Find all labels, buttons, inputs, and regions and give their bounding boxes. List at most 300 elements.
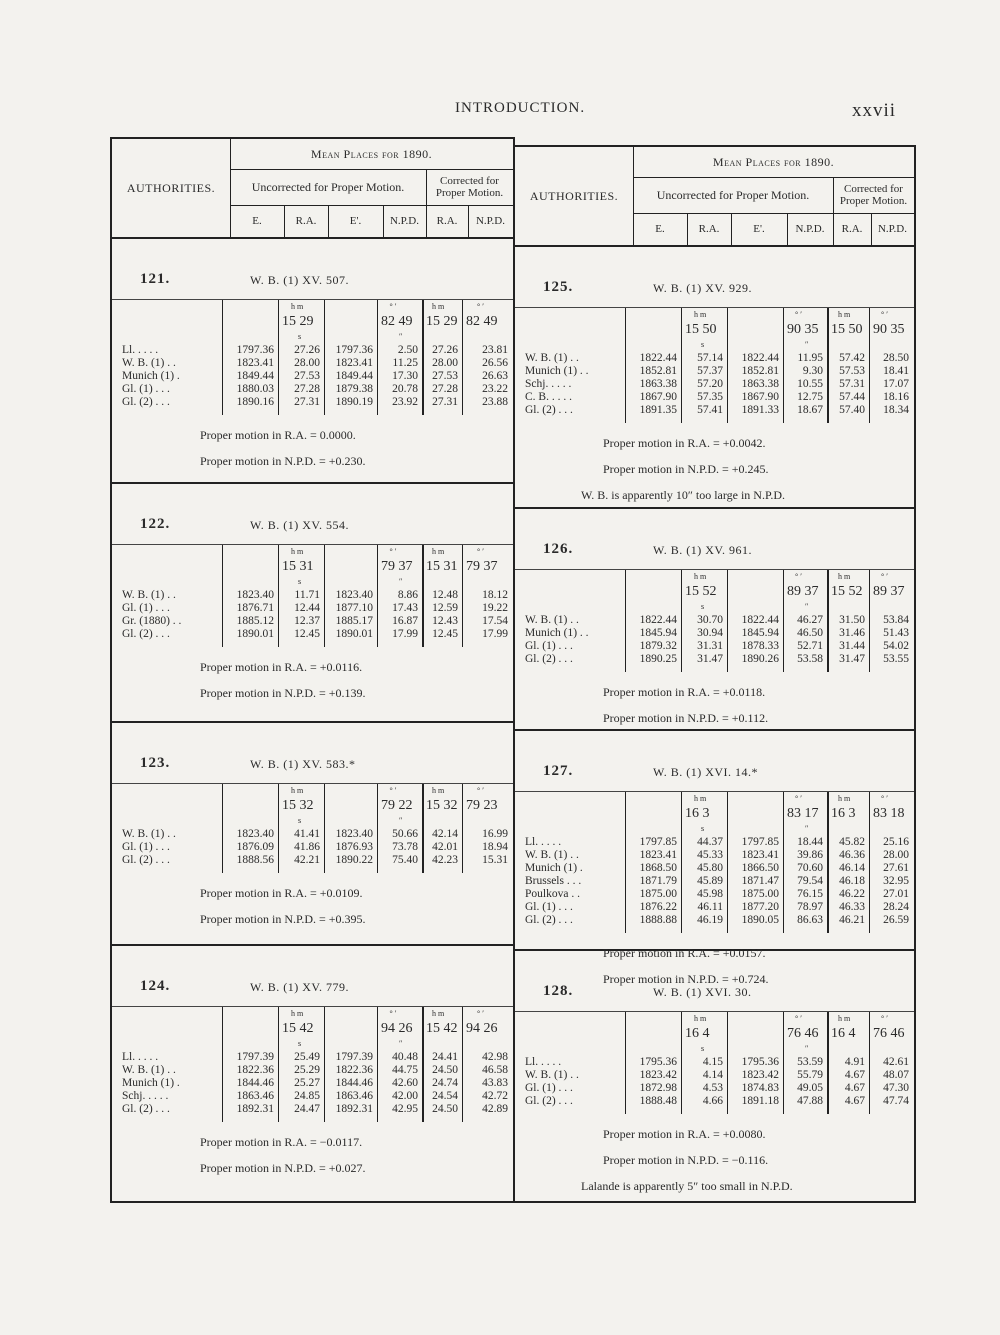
ra-seconds-value: 57.41 <box>697 404 723 416</box>
authority-names <box>122 589 181 641</box>
epoch-ra-column <box>222 344 274 409</box>
npd-dm-base: 89 37 <box>787 584 819 599</box>
ra-hm-base: 15 50 <box>685 322 717 337</box>
ra-seconds-value: 45.80 <box>697 862 723 874</box>
epoch-ra-column <box>222 589 274 641</box>
ra-seconds-value: 27.28 <box>294 383 320 395</box>
authority-name: Gl. (2) . . . <box>525 1095 573 1107</box>
mean-places-header: Mean Places for 1890. <box>633 147 914 178</box>
epoch-npd-value: 1890.01 <box>335 628 373 640</box>
ra-hm-units: h m <box>291 1009 304 1018</box>
ra-seconds-value: 25.29 <box>294 1064 320 1076</box>
ra-hm-units: h m <box>694 1014 707 1023</box>
ra-seconds-value: 41.86 <box>294 841 320 853</box>
epoch-ra-value: 1852.81 <box>639 365 677 377</box>
epoch-ra-value: 1891.35 <box>639 404 677 416</box>
npd-seconds-column <box>377 344 418 409</box>
corrected-npd-value: 32.95 <box>883 875 909 887</box>
seconds-unit: s <box>298 816 302 825</box>
npd-seconds-column <box>377 589 418 641</box>
ra-seconds-value: 28.00 <box>294 357 320 369</box>
cnpd-dm-base: 94 26 <box>466 1021 498 1036</box>
ra-seconds-value: 57.37 <box>697 365 723 377</box>
epoch-npd-value: 1845.94 <box>741 627 779 639</box>
epoch-ra-value: 1890.25 <box>639 653 677 665</box>
cra-hm-base: 15 42 <box>426 1021 458 1036</box>
ra-seconds-value: 24.85 <box>294 1090 320 1102</box>
corrected-npd-value: 28.24 <box>883 901 909 913</box>
corrected-ra-value: 46.21 <box>839 914 865 926</box>
authorities-header: AUTHORITIES. <box>112 139 231 237</box>
star-block <box>112 944 513 1205</box>
corrected-ra-column <box>422 589 458 641</box>
npd-seconds-value: 79.54 <box>797 875 823 887</box>
authority-name: Munich (1) . <box>122 370 180 382</box>
corrected-npd-value: 17.07 <box>883 378 909 390</box>
npd-dm-units: ° ′ <box>795 310 802 319</box>
block-note: Lalande is apparently 5″ too small in N.P.D. <box>581 1179 793 1193</box>
star-designation: W. B. (1) XV. 583.* <box>250 757 356 771</box>
corrected-ra-value: 31.50 <box>839 614 865 626</box>
cnpd-dm-base: 83 18 <box>873 806 905 821</box>
authority-name: Gl. (2) . . . <box>525 914 573 926</box>
star-number: 127. <box>543 763 574 779</box>
corrected-npd-value: 42.98 <box>482 1051 508 1063</box>
npd-seconds-value: 18.44 <box>797 836 823 848</box>
corrected-ra-value: 12.43 <box>432 615 458 627</box>
sub-header-cnpd: N.P.D. <box>475 215 506 227</box>
epoch-npd-column <box>324 589 373 641</box>
cra-hm-units: h m <box>838 1014 851 1023</box>
npd-dm-base: 76 46 <box>787 1026 819 1041</box>
cra-hm-units: h m <box>432 1009 445 1018</box>
epoch-npd-value: 1797.36 <box>335 344 373 356</box>
block-note: W. B. is apparently 10″ too large in N.P.D. <box>581 488 785 502</box>
epoch-ra-value: 1890.16 <box>236 396 274 408</box>
corrected-ra-value: 4.67 <box>844 1082 865 1094</box>
authority-name: W. B. (1) . . <box>122 1064 176 1076</box>
cnpd-dm-base: 79 37 <box>466 559 498 574</box>
ra-hm-base: 15 42 <box>282 1021 314 1036</box>
ra-hm-base: 15 31 <box>282 559 314 574</box>
corrected-npd-value: 26.63 <box>482 370 508 382</box>
seconds-unit: s <box>298 1039 302 1048</box>
sub-header-cnpd: N.P.D. <box>877 223 908 235</box>
epoch-ra-value: 1888.48 <box>639 1095 677 1107</box>
epoch-npd-value: 1822.44 <box>741 614 779 626</box>
ra-hm-units: h m <box>291 302 304 311</box>
npd-seconds-value: 42.95 <box>392 1103 418 1115</box>
ra-seconds-column <box>681 614 723 666</box>
corrected-npd-value: 47.30 <box>883 1082 909 1094</box>
npd-seconds-value: 2.50 <box>397 344 418 356</box>
cra-hm-units: h m <box>432 547 445 556</box>
sub-header-cra: R.A. <box>833 213 872 245</box>
data-grid <box>112 783 513 873</box>
corrected-npd-value: 18.16 <box>883 391 909 403</box>
epoch-npd-value: 1797.85 <box>741 836 779 848</box>
star-block <box>112 721 513 946</box>
corrected-npd-value: 46.58 <box>482 1064 508 1076</box>
epoch-ra-value: 1823.41 <box>236 357 274 369</box>
corrected-npd-column <box>869 614 909 666</box>
ra-seconds-value: 41.41 <box>294 828 320 840</box>
star-block <box>112 482 513 723</box>
epoch-ra-value: 1872.98 <box>639 1082 677 1094</box>
cra-hm-units: h m <box>838 794 851 803</box>
corrected-npd-value: 43.83 <box>482 1077 508 1089</box>
proper-motion-npd: Proper motion in N.P.D. = +0.724. <box>603 972 769 986</box>
star-designation: W. B. (1) XVI. 30. <box>653 985 752 999</box>
authority-names <box>122 1051 180 1116</box>
ra-seconds-value: 42.21 <box>294 854 320 866</box>
npd-seconds-column <box>377 828 418 867</box>
npd-seconds-column <box>783 614 823 666</box>
ra-seconds-value: 31.47 <box>697 653 723 665</box>
star-block <box>112 237 513 484</box>
epoch-npd-value: 1878.33 <box>741 640 779 652</box>
epoch-ra-value: 1888.88 <box>639 914 677 926</box>
ra-seconds-value: 24.47 <box>294 1103 320 1115</box>
data-grid <box>515 1011 914 1114</box>
epoch-npd-value: 1823.40 <box>335 828 373 840</box>
epoch-npd-value: 1877.10 <box>335 602 373 614</box>
authority-name: Gl. (2) . . . <box>525 404 573 416</box>
ra-seconds-column <box>681 1056 723 1108</box>
proper-motion-npd: Proper motion in N.P.D. = +0.395. <box>200 912 366 926</box>
authority-name: C. B. . . . . <box>525 391 572 403</box>
corrected-ra-value: 46.22 <box>839 888 865 900</box>
npd-dm-base: 79 37 <box>381 559 413 574</box>
npd-seconds-value: 23.92 <box>392 396 418 408</box>
proper-motion-ra: Proper motion in R.A. = +0.0109. <box>200 886 363 900</box>
seconds-unit: s <box>701 340 705 349</box>
corrected-npd-column <box>462 828 508 867</box>
epoch-ra-value: 1822.44 <box>639 352 677 364</box>
epoch-ra-value: 1823.42 <box>639 1069 677 1081</box>
epoch-ra-value: 1885.12 <box>236 615 274 627</box>
cra-hm-base: 15 29 <box>426 314 458 329</box>
epoch-ra-value: 1795.36 <box>639 1056 677 1068</box>
corrected-ra-column <box>827 352 865 417</box>
cra-hm-base: 15 32 <box>426 798 458 813</box>
npd-dm-units: ° ′ <box>389 302 397 311</box>
corrected-ra-value: 28.00 <box>432 357 458 369</box>
epoch-npd-value: 1844.46 <box>335 1077 373 1089</box>
proper-motion-ra: Proper motion in R.A. = +0.0080. <box>603 1127 766 1141</box>
authority-name: W. B. (1) . . <box>525 849 579 861</box>
corrected-npd-column <box>462 589 508 641</box>
proper-motion-npd: Proper motion in N.P.D. = +0.139. <box>200 686 366 700</box>
epoch-ra-value: 1823.40 <box>236 828 274 840</box>
proper-motion-npd: Proper motion in N.P.D. = +0.245. <box>603 462 769 476</box>
seconds-unit: s <box>298 332 302 341</box>
authority-name: Ll. . . . . <box>122 1051 159 1063</box>
epoch-ra-value: 1875.00 <box>639 888 677 900</box>
star-block <box>515 729 914 986</box>
ra-seconds-value: 4.53 <box>702 1082 723 1094</box>
epoch-npd-value: 1823.41 <box>335 357 373 369</box>
npd-seconds-value: 46.27 <box>797 614 823 626</box>
ra-seconds-column <box>278 828 320 867</box>
epoch-ra-value: 1867.90 <box>639 391 677 403</box>
cra-hm-base: 15 50 <box>831 322 863 337</box>
arcsec-unit: ″ <box>805 602 809 611</box>
left-table <box>110 137 515 1203</box>
epoch-npd-value: 1866.50 <box>741 862 779 874</box>
authority-name: Ll. . . . . <box>122 344 159 356</box>
arcsec-unit: ″ <box>399 816 403 825</box>
seconds-unit: s <box>701 824 705 833</box>
corrected-ra-value: 46.33 <box>839 901 865 913</box>
corrected-ra-value: 12.59 <box>432 602 458 614</box>
proper-motion-ra: Proper motion in R.A. = +0.0157. <box>603 946 766 960</box>
npd-seconds-value: 70.60 <box>797 862 823 874</box>
epoch-npd-column <box>324 828 373 867</box>
corrected-ra-value: 31.46 <box>839 627 865 639</box>
arcsec-unit: ″ <box>399 1039 403 1048</box>
proper-motion-npd: Proper motion in N.P.D. = +0.230. <box>200 454 366 468</box>
ra-hm-base: 16 4 <box>685 1026 710 1041</box>
ra-seconds-value: 57.35 <box>697 391 723 403</box>
ra-seconds-value: 27.31 <box>294 396 320 408</box>
epoch-ra-value: 1868.50 <box>639 862 677 874</box>
corrected-ra-column <box>422 1051 458 1116</box>
authority-name: Gl. (2) . . . <box>122 628 170 640</box>
corrected-npd-value: 15.31 <box>482 854 508 866</box>
authority-name: W. B. (1) . . <box>525 1069 579 1081</box>
npd-seconds-value: 49.05 <box>797 1082 823 1094</box>
corrected-ra-value: 42.23 <box>432 854 458 866</box>
ra-seconds-value: 30.70 <box>697 614 723 626</box>
epoch-npd-value: 1885.17 <box>335 615 373 627</box>
npd-seconds-value: 53.58 <box>797 653 823 665</box>
corrected-ra-value: 24.74 <box>432 1077 458 1089</box>
corrected-ra-value: 46.36 <box>839 849 865 861</box>
right-table <box>513 145 916 1203</box>
authorities-header: AUTHORITIES. <box>515 147 634 245</box>
epoch-ra-value: 1823.40 <box>236 589 274 601</box>
epoch-npd-value: 1875.00 <box>741 888 779 900</box>
arcsec-unit: ″ <box>399 577 403 586</box>
npd-dm-units: ° ′ <box>795 1014 802 1023</box>
corrected-ra-value: 57.44 <box>839 391 865 403</box>
npd-seconds-value: 12.75 <box>797 391 823 403</box>
epoch-ra-column <box>222 1051 274 1116</box>
npd-seconds-value: 52.71 <box>797 640 823 652</box>
epoch-ra-column <box>625 1056 677 1108</box>
corrected-npd-column <box>869 1056 909 1108</box>
npd-seconds-value: 46.50 <box>797 627 823 639</box>
corrected-npd-value: 23.81 <box>482 344 508 356</box>
npd-seconds-value: 75.40 <box>392 854 418 866</box>
ra-seconds-value: 46.11 <box>697 901 723 913</box>
epoch-ra-value: 1797.85 <box>639 836 677 848</box>
corrected-ra-column <box>422 344 458 409</box>
npd-seconds-value: 76.15 <box>797 888 823 900</box>
epoch-npd-value: 1867.90 <box>741 391 779 403</box>
npd-seconds-value: 44.75 <box>392 1064 418 1076</box>
corrected-npd-value: 28.50 <box>883 352 909 364</box>
corrected-ra-value: 57.31 <box>839 378 865 390</box>
corrected-npd-value: 17.99 <box>482 628 508 640</box>
authority-name: Poulkova . . <box>525 888 580 900</box>
corrected-npd-value: 42.89 <box>482 1103 508 1115</box>
npd-seconds-value: 55.79 <box>797 1069 823 1081</box>
corrected-ra-column <box>422 828 458 867</box>
page-number: xxvii <box>852 100 897 121</box>
npd-seconds-value: 11.95 <box>797 352 823 364</box>
epoch-npd-value: 1890.22 <box>335 854 373 866</box>
ra-hm-base: 15 52 <box>685 584 717 599</box>
authority-name: Munich (1) . <box>525 862 583 874</box>
corrected-ra-column <box>827 1056 865 1108</box>
ra-seconds-value: 12.37 <box>294 615 320 627</box>
ra-seconds-value: 12.45 <box>294 628 320 640</box>
table-header <box>112 139 513 239</box>
star-number: 123. <box>140 755 171 771</box>
cnpd-dm-base: 79 23 <box>466 798 498 813</box>
star-block <box>515 949 914 1203</box>
seconds-unit: s <box>701 602 705 611</box>
ra-seconds-value: 4.14 <box>702 1069 723 1081</box>
epoch-ra-value: 1880.03 <box>236 383 274 395</box>
npd-seconds-value: 42.60 <box>392 1077 418 1089</box>
corrected-ra-value: 27.31 <box>432 396 458 408</box>
corrected-ra-column <box>827 614 865 666</box>
epoch-ra-value: 1879.32 <box>639 640 677 652</box>
epoch-ra-value: 1797.39 <box>236 1051 274 1063</box>
epoch-ra-value: 1863.46 <box>236 1090 274 1102</box>
corrected-ra-value: 57.40 <box>839 404 865 416</box>
npd-seconds-value: 50.66 <box>392 828 418 840</box>
epoch-npd-value: 1890.26 <box>741 653 779 665</box>
corrected-ra-value: 42.01 <box>432 841 458 853</box>
epoch-npd-value: 1823.40 <box>335 589 373 601</box>
npd-dm-base: 79 22 <box>381 798 413 813</box>
epoch-ra-value: 1797.36 <box>236 344 274 356</box>
corrected-npd-value: 18.94 <box>482 841 508 853</box>
proper-motion-ra: Proper motion in R.A. = −0.0117. <box>200 1135 363 1149</box>
ra-seconds-value: 4.15 <box>702 1056 723 1068</box>
star-designation: W. B. (1) XV. 554. <box>250 518 350 532</box>
ra-seconds-value: 30.94 <box>697 627 723 639</box>
cnpd-dm-units: ° ′ <box>477 786 484 795</box>
authority-names <box>122 828 176 867</box>
npd-seconds-value: 9.30 <box>802 365 823 377</box>
sub-header-e2: E'. <box>731 213 788 245</box>
epoch-ra-value: 1823.41 <box>639 849 677 861</box>
authority-name: Gl. (2) . . . <box>122 854 170 866</box>
authority-name: Schj. . . . . <box>525 378 572 390</box>
npd-seconds-value: 40.48 <box>392 1051 418 1063</box>
cnpd-dm-units: ° ′ <box>477 547 484 556</box>
authority-name: Schj. . . . . <box>122 1090 169 1102</box>
corrected-npd-value: 23.22 <box>482 383 508 395</box>
authority-name: Gl. (1) . . . <box>525 901 573 913</box>
star-designation: W. B. (1) XV. 961. <box>653 543 753 557</box>
corrected-ra-value: 27.28 <box>432 383 458 395</box>
ra-seconds-value: 57.14 <box>697 352 723 364</box>
cnpd-dm-units: ° ′ <box>881 1014 888 1023</box>
epoch-npd-value: 1877.20 <box>741 901 779 913</box>
corrected-npd-value: 48.07 <box>883 1069 909 1081</box>
epoch-ra-column <box>625 352 677 417</box>
npd-dm-units: ° ′ <box>389 786 397 795</box>
epoch-npd-column <box>324 344 373 409</box>
running-head: INTRODUCTION. <box>455 100 586 116</box>
corrected-ra-value: 45.82 <box>839 836 865 848</box>
ra-hm-units: h m <box>694 572 707 581</box>
arcsec-unit: ″ <box>399 332 403 341</box>
cra-hm-base: 15 52 <box>831 584 863 599</box>
corrected-npd-value: 53.84 <box>883 614 909 626</box>
authority-names <box>525 352 589 417</box>
proper-motion-ra: Proper motion in R.A. = +0.0118. <box>603 685 766 699</box>
authority-name: Gl. (1) . . . <box>525 640 573 652</box>
ra-hm-base: 16 3 <box>685 806 710 821</box>
npd-dm-units: ° ′ <box>795 572 802 581</box>
corrected-npd-column <box>462 1051 508 1116</box>
epoch-npd-column <box>727 836 779 927</box>
cra-hm-base: 16 3 <box>831 806 856 821</box>
proper-motion-npd: Proper motion in N.P.D. = +0.112. <box>603 711 769 725</box>
npd-seconds-column <box>783 836 823 927</box>
cra-hm-units: h m <box>838 572 851 581</box>
epoch-npd-value: 1874.83 <box>741 1082 779 1094</box>
epoch-ra-column <box>625 614 677 666</box>
corrected-npd-value: 54.02 <box>883 640 909 652</box>
cra-hm-base: 15 31 <box>426 559 458 574</box>
npd-seconds-value: 47.88 <box>797 1095 823 1107</box>
cra-hm-units: h m <box>838 310 851 319</box>
authority-name: Munich (1) . <box>122 1077 180 1089</box>
ra-hm-units: h m <box>694 310 707 319</box>
corrected-npd-value: 19.22 <box>482 602 508 614</box>
corrected-npd-value: 28.00 <box>883 849 909 861</box>
cnpd-dm-units: ° ′ <box>881 794 888 803</box>
epoch-npd-column <box>727 614 779 666</box>
sub-header-cra: R.A. <box>426 205 469 237</box>
ra-hm-units: h m <box>291 786 304 795</box>
epoch-ra-value: 1844.46 <box>236 1077 274 1089</box>
epoch-npd-value: 1797.39 <box>335 1051 373 1063</box>
mean-places-header: Mean Places for 1890. <box>230 139 513 170</box>
authority-name: Gl. (2) . . . <box>122 396 170 408</box>
npd-seconds-value: 20.78 <box>392 383 418 395</box>
ra-seconds-value: 31.31 <box>697 640 723 652</box>
npd-dm-base: 82 49 <box>381 314 413 329</box>
corrected-npd-value: 47.74 <box>883 1095 909 1107</box>
authority-name: Ll. . . . . <box>525 836 562 848</box>
epoch-npd-column <box>324 1051 373 1116</box>
corrected-npd-value: 27.61 <box>883 862 909 874</box>
cra-hm-base: 16 4 <box>831 1026 856 1041</box>
epoch-npd-value: 1876.93 <box>335 841 373 853</box>
ra-hm-base: 15 29 <box>282 314 314 329</box>
corrected-ra-value: 24.54 <box>432 1090 458 1102</box>
star-designation: W. B. (1) XVI. 14.* <box>653 765 759 779</box>
corrected-npd-column <box>869 836 909 927</box>
corrected-ra-value: 4.67 <box>844 1095 865 1107</box>
corrected-ra-value: 4.91 <box>844 1056 865 1068</box>
ra-seconds-value: 27.53 <box>294 370 320 382</box>
sub-header-npd: N.P.D. <box>787 213 834 245</box>
npd-seconds-value: 17.43 <box>392 602 418 614</box>
star-number: 122. <box>140 516 171 532</box>
corrected-ra-value: 42.14 <box>432 828 458 840</box>
epoch-npd-value: 1863.46 <box>335 1090 373 1102</box>
